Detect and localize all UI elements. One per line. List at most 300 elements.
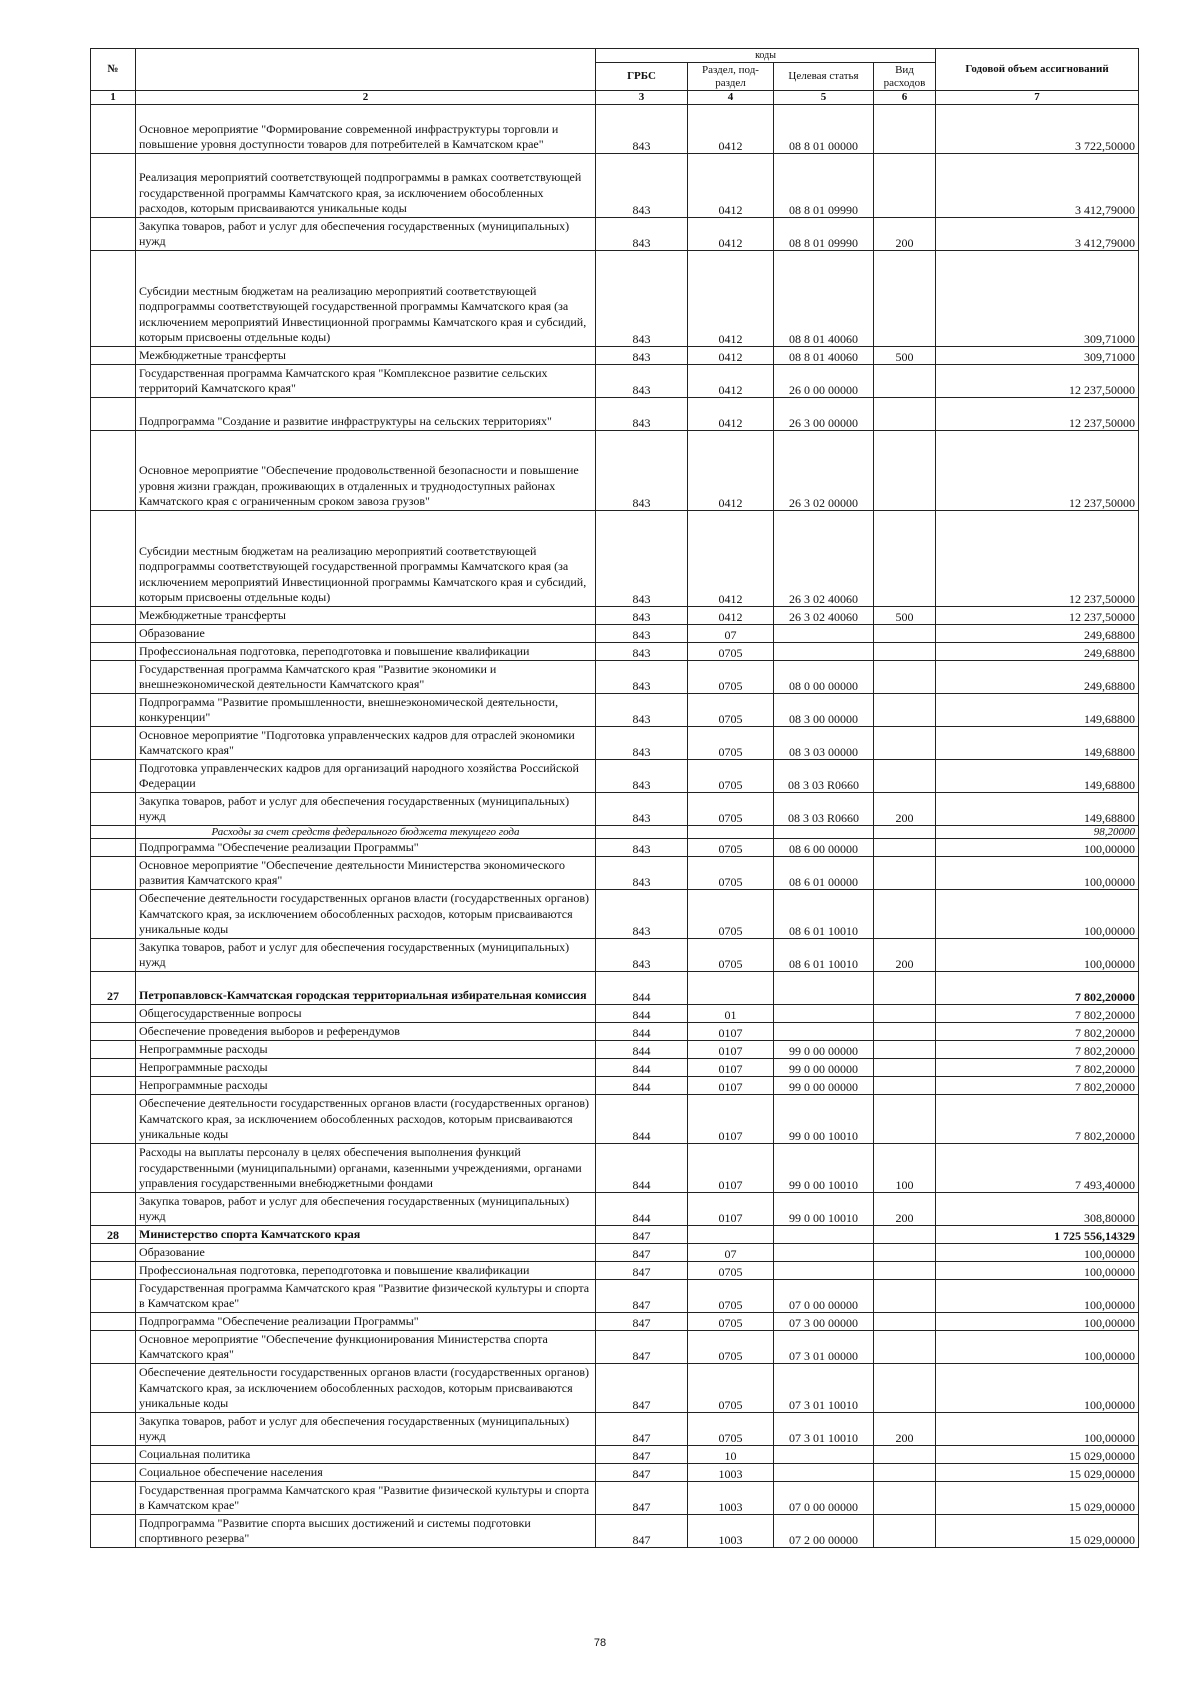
row-section: 0705: [688, 838, 774, 856]
row-section: 0412: [688, 397, 774, 430]
row-name: Непрограммные расходы: [136, 1040, 596, 1058]
row-number: [91, 856, 136, 889]
row-section: 07: [688, 624, 774, 642]
row-expense-type: [874, 1312, 936, 1330]
row-grbs: 843: [596, 856, 688, 889]
row-section: 0412: [688, 153, 774, 217]
row-section: 0107: [688, 1143, 774, 1192]
row-name: Петропавловск-Камчатская городская территориальная избирательная комиссия: [136, 971, 596, 1004]
row-amount: 15 029,00000: [936, 1514, 1139, 1547]
row-target: 08 8 01 09990: [774, 153, 874, 217]
row-number: [91, 1022, 136, 1040]
row-amount: 15 029,00000: [936, 1445, 1139, 1463]
row-section: 0705: [688, 889, 774, 938]
row-target: 08 8 01 40060: [774, 250, 874, 346]
row-expense-type: [874, 1004, 936, 1022]
table-row: [91, 1143, 1139, 1192]
row-expense-type: [874, 1481, 936, 1514]
row-number: [91, 1040, 136, 1058]
row-target: 08 6 01 10010: [774, 938, 874, 971]
row-section: 10: [688, 1445, 774, 1463]
row-number: [91, 838, 136, 856]
row-amount: 7 802,20000: [936, 1004, 1139, 1022]
row-grbs: 847: [596, 1279, 688, 1312]
row-number: [91, 153, 136, 217]
row-amount: 7 802,20000: [936, 1094, 1139, 1143]
row-grbs: 847: [596, 1412, 688, 1445]
row-section: 01: [688, 1004, 774, 1022]
row-target: 26 3 02 00000: [774, 430, 874, 510]
row-expense-type: 500: [874, 346, 936, 364]
row-section: 0107: [688, 1192, 774, 1225]
row-number: [91, 1243, 136, 1261]
row-name: Расходы на выплаты персоналу в целях обеспечения выполнения функций государственными (муниципальными) органами, казенными учреждениями, органами управления государственными внебюджетными фондами: [136, 1143, 596, 1192]
row-expense-type: [874, 838, 936, 856]
row-grbs: 844: [596, 1040, 688, 1058]
row-expense-type: [874, 1363, 936, 1412]
row-name: Расходы за счет средств федерального бюджета текущего года: [136, 825, 596, 838]
row-number: [91, 693, 136, 726]
table-row: [91, 1192, 1139, 1225]
row-number: [91, 364, 136, 397]
table-row: [91, 346, 1139, 364]
row-name: Подготовка управленческих кадров для организаций народного хозяйства Российской Федерации: [136, 759, 596, 792]
row-expense-type: [874, 693, 936, 726]
row-target: 08 8 01 00000: [774, 104, 874, 153]
row-grbs: 843: [596, 889, 688, 938]
row-name: Закупка товаров, работ и услуг для обеспечения государственных (муниципальных) нужд: [136, 217, 596, 250]
row-name: Обеспечение деятельности государственных органов власти (государственных органов) Камчатского края, за исключением обособленных расходов, которым присваиваются уникальные коды: [136, 1094, 596, 1143]
row-target: [774, 1261, 874, 1279]
row-amount: 100,00000: [936, 889, 1139, 938]
colnum-1: 1: [91, 91, 136, 105]
row-number: [91, 104, 136, 153]
row-grbs: 847: [596, 1363, 688, 1412]
row-amount: 7 493,40000: [936, 1143, 1139, 1192]
row-section: 07: [688, 1243, 774, 1261]
row-section: 0107: [688, 1022, 774, 1040]
row-expense-type: [874, 1243, 936, 1261]
row-grbs: 847: [596, 1514, 688, 1547]
header-expense-type: Вид расходов: [874, 63, 936, 91]
row-amount: 249,68800: [936, 624, 1139, 642]
row-section: 0705: [688, 1363, 774, 1412]
row-number: [91, 889, 136, 938]
row-target: 08 6 01 10010: [774, 889, 874, 938]
row-name: Межбюджетные трансферты: [136, 606, 596, 624]
row-grbs: 844: [596, 1058, 688, 1076]
row-grbs: 843: [596, 726, 688, 759]
row-amount: 7 802,20000: [936, 1058, 1139, 1076]
row-name: Государственная программа Камчатского края "Развитие физической культуры и спорта в Камчатском крае": [136, 1481, 596, 1514]
row-number: [91, 1094, 136, 1143]
row-expense-type: [874, 364, 936, 397]
row-target: [774, 624, 874, 642]
table-row: [91, 430, 1139, 510]
row-expense-type: [874, 642, 936, 660]
page-number: 78: [593, 1637, 607, 1649]
row-amount: 3 412,79000: [936, 217, 1139, 250]
row-section: [688, 1225, 774, 1243]
row-name: Основное мероприятие "Обеспечение функционирования Министерства спорта Камчатского края": [136, 1330, 596, 1363]
row-expense-type: 500: [874, 606, 936, 624]
row-amount: 12 237,50000: [936, 430, 1139, 510]
row-target: 08 3 03 R0660: [774, 759, 874, 792]
row-name: Социальное обеспечение населения: [136, 1463, 596, 1481]
row-target: [774, 1225, 874, 1243]
row-number: [91, 1363, 136, 1412]
row-name: Государственная программа Камчатского края "Комплексное развитие сельских территорий Камчатского края": [136, 364, 596, 397]
row-amount: 149,68800: [936, 693, 1139, 726]
row-name: Основное мероприятие "Обеспечение деятельности Министерства экономического развития Камчатского края": [136, 856, 596, 889]
row-target: 07 0 00 00000: [774, 1279, 874, 1312]
table-row: [91, 726, 1139, 759]
row-name: Профессиональная подготовка, переподготовка и повышение квалификации: [136, 1261, 596, 1279]
row-expense-type: 200: [874, 792, 936, 825]
colnum-4: 4: [688, 91, 774, 105]
table-row: [91, 759, 1139, 792]
row-amount: 7 802,20000: [936, 1040, 1139, 1058]
row-expense-type: [874, 1076, 936, 1094]
header-target: Целевая статья: [774, 63, 874, 91]
row-name: Основное мероприятие "Обеспечение продовольственной безопасности и повышение уровня жизни граждан, проживающих в отдаленных и труднодоступных районах Камчатского края с ограниченным сроком завоза грузов": [136, 430, 596, 510]
row-amount: 15 029,00000: [936, 1481, 1139, 1514]
row-section: 0412: [688, 364, 774, 397]
row-amount: 100,00000: [936, 838, 1139, 856]
table-row: [91, 660, 1139, 693]
row-target: 08 3 00 00000: [774, 693, 874, 726]
colnum-5: 5: [774, 91, 874, 105]
row-number: [91, 624, 136, 642]
row-amount: 149,68800: [936, 759, 1139, 792]
row-grbs: 843: [596, 217, 688, 250]
row-number: [91, 606, 136, 624]
row-amount: 12 237,50000: [936, 397, 1139, 430]
row-section: 0412: [688, 104, 774, 153]
row-expense-type: [874, 1022, 936, 1040]
row-section: 0705: [688, 660, 774, 693]
table-row: [91, 250, 1139, 346]
row-amount: 100,00000: [936, 856, 1139, 889]
row-target: [774, 642, 874, 660]
row-number: 27: [91, 971, 136, 1004]
row-grbs: 843: [596, 606, 688, 624]
row-target: 07 3 01 10010: [774, 1412, 874, 1445]
row-number: [91, 792, 136, 825]
row-expense-type: [874, 889, 936, 938]
row-target: 07 3 00 00000: [774, 1312, 874, 1330]
row-section: [688, 825, 774, 838]
table-row: [91, 1363, 1139, 1412]
row-target: 99 0 00 00000: [774, 1076, 874, 1094]
row-section: 0412: [688, 606, 774, 624]
header-amount: Годовой объем ассигнований: [936, 49, 1139, 91]
row-expense-type: [874, 759, 936, 792]
table-row: [91, 217, 1139, 250]
row-expense-type: 200: [874, 217, 936, 250]
row-expense-type: [874, 397, 936, 430]
row-section: 0705: [688, 642, 774, 660]
row-grbs: 847: [596, 1481, 688, 1514]
row-amount: 149,68800: [936, 726, 1139, 759]
row-expense-type: 100: [874, 1143, 936, 1192]
row-expense-type: [874, 1094, 936, 1143]
row-grbs: 843: [596, 759, 688, 792]
row-number: [91, 1481, 136, 1514]
table-row: [91, 364, 1139, 397]
row-number: [91, 1514, 136, 1547]
row-grbs: 844: [596, 1192, 688, 1225]
row-amount: 100,00000: [936, 938, 1139, 971]
row-section: 0705: [688, 759, 774, 792]
row-target: 26 3 00 00000: [774, 397, 874, 430]
row-grbs: 843: [596, 642, 688, 660]
row-target: 08 6 00 00000: [774, 838, 874, 856]
row-grbs: 847: [596, 1463, 688, 1481]
row-name: Субсидии местным бюджетам на реализацию мероприятий соответствующей подпрограммы соответствующей государственной программы Камчатского края (за исключением мероприятий Инвестиционной программы Камчатского края и субсидий, которым присвоены отдельные коды): [136, 510, 596, 606]
table-row: [91, 642, 1139, 660]
row-name: Основное мероприятие "Формирование современной инфраструктуры торговли и повышение уровня доступности товаров для потребителей в Камчатском крае": [136, 104, 596, 153]
row-number: [91, 1143, 136, 1192]
row-target: 99 0 00 00000: [774, 1058, 874, 1076]
row-expense-type: 200: [874, 1192, 936, 1225]
header-section: Раздел, под-раздел: [688, 63, 774, 91]
row-section: 0705: [688, 938, 774, 971]
row-expense-type: [874, 153, 936, 217]
row-number: [91, 397, 136, 430]
row-target: 07 3 01 00000: [774, 1330, 874, 1363]
row-amount: 12 237,50000: [936, 364, 1139, 397]
row-section: 0412: [688, 430, 774, 510]
row-expense-type: [874, 1261, 936, 1279]
row-name: Подпрограмма "Развитие промышленности, внешнеэкономической деятельности, конкуренции": [136, 693, 596, 726]
row-number: [91, 430, 136, 510]
row-number: [91, 759, 136, 792]
row-number: [91, 1192, 136, 1225]
row-grbs: 847: [596, 1225, 688, 1243]
table-row: [91, 938, 1139, 971]
row-name: Закупка товаров, работ и услуг для обеспечения государственных (муниципальных) нужд: [136, 938, 596, 971]
row-section: 0705: [688, 1330, 774, 1363]
row-amount: 100,00000: [936, 1243, 1139, 1261]
row-expense-type: [874, 510, 936, 606]
table-row: [91, 838, 1139, 856]
row-section: 0412: [688, 510, 774, 606]
row-amount: 7 802,20000: [936, 971, 1139, 1004]
table-row: [91, 971, 1139, 1004]
row-grbs: 843: [596, 838, 688, 856]
row-section: 0705: [688, 792, 774, 825]
row-section: 0107: [688, 1094, 774, 1143]
row-target: 99 0 00 10010: [774, 1192, 874, 1225]
row-amount: 100,00000: [936, 1330, 1139, 1363]
row-name: Подпрограмма "Создание и развитие инфраструктуры на сельских территориях": [136, 397, 596, 430]
row-amount: 100,00000: [936, 1312, 1139, 1330]
row-name: Реализация мероприятий соответствующей подпрограммы в рамках соответствующей государственной программы Камчатского края, за исключением обособленных расходов, которым присваиваются уникальные коды: [136, 153, 596, 217]
row-target: 26 3 02 40060: [774, 510, 874, 606]
row-target: 07 0 00 00000: [774, 1481, 874, 1514]
budget-table: [90, 48, 1139, 1548]
row-amount: 3 412,79000: [936, 153, 1139, 217]
row-target: [774, 825, 874, 838]
colnum-2: 2: [136, 91, 596, 105]
row-section: 0705: [688, 1312, 774, 1330]
row-number: [91, 1261, 136, 1279]
row-amount: 249,68800: [936, 642, 1139, 660]
table-row: [91, 624, 1139, 642]
row-grbs: 844: [596, 971, 688, 1004]
table-row: [91, 1412, 1139, 1445]
row-grbs: 844: [596, 1076, 688, 1094]
row-amount: 3 722,50000: [936, 104, 1139, 153]
row-name: Непрограммные расходы: [136, 1058, 596, 1076]
row-name: Обеспечение деятельности государственных органов власти (государственных органов) Камчатского края, за исключением обособленных расходов, которым присваиваются уникальные коды: [136, 1363, 596, 1412]
table-row: [91, 1312, 1139, 1330]
row-grbs: [596, 825, 688, 838]
row-grbs: 844: [596, 1143, 688, 1192]
row-grbs: 847: [596, 1261, 688, 1279]
row-expense-type: [874, 726, 936, 759]
row-section: 1003: [688, 1463, 774, 1481]
colnum-6: 6: [874, 91, 936, 105]
table-row: [91, 1243, 1139, 1261]
row-name: Общегосударственные вопросы: [136, 1004, 596, 1022]
row-target: 26 3 02 40060: [774, 606, 874, 624]
row-grbs: 843: [596, 397, 688, 430]
row-target: [774, 971, 874, 1004]
row-number: [91, 1412, 136, 1445]
header-number: №: [91, 49, 136, 91]
row-amount: 12 237,50000: [936, 510, 1139, 606]
row-name: Социальная политика: [136, 1445, 596, 1463]
row-grbs: 847: [596, 1243, 688, 1261]
row-expense-type: [874, 660, 936, 693]
row-name: Закупка товаров, работ и услуг для обеспечения государственных (муниципальных) нужд: [136, 792, 596, 825]
row-name: Подпрограмма "Развитие спорта высших достижений и системы подготовки спортивного резерва": [136, 1514, 596, 1547]
row-expense-type: [874, 825, 936, 838]
row-target: [774, 1243, 874, 1261]
row-number: [91, 217, 136, 250]
row-grbs: 843: [596, 693, 688, 726]
row-target: 08 6 01 00000: [774, 856, 874, 889]
row-amount: 1 725 556,14329: [936, 1225, 1139, 1243]
row-grbs: 843: [596, 660, 688, 693]
header-name: [136, 49, 596, 91]
row-grbs: 843: [596, 153, 688, 217]
row-target: 07 3 01 10010: [774, 1363, 874, 1412]
table-row: [91, 1261, 1139, 1279]
row-grbs: 843: [596, 346, 688, 364]
row-grbs: 843: [596, 792, 688, 825]
row-expense-type: [874, 250, 936, 346]
row-name: Закупка товаров, работ и услуг для обеспечения государственных (муниципальных) нужд: [136, 1192, 596, 1225]
row-expense-type: [874, 1058, 936, 1076]
row-expense-type: [874, 1463, 936, 1481]
row-number: [91, 250, 136, 346]
row-section: 0705: [688, 693, 774, 726]
row-section: 0412: [688, 250, 774, 346]
row-name: Подпрограмма "Обеспечение реализации Программы": [136, 1312, 596, 1330]
row-expense-type: [874, 430, 936, 510]
row-grbs: 843: [596, 430, 688, 510]
row-grbs: 844: [596, 1022, 688, 1040]
table-row: [91, 856, 1139, 889]
row-expense-type: [874, 1040, 936, 1058]
row-section: 1003: [688, 1481, 774, 1514]
row-number: [91, 1312, 136, 1330]
row-name: Профессиональная подготовка, переподготовка и повышение квалификации: [136, 642, 596, 660]
table-row: [91, 1040, 1139, 1058]
table-row: [91, 153, 1139, 217]
row-grbs: 843: [596, 624, 688, 642]
row-grbs: 847: [596, 1330, 688, 1363]
table-header: [91, 49, 1139, 105]
row-section: 0705: [688, 856, 774, 889]
row-name: Обеспечение проведения выборов и референдумов: [136, 1022, 596, 1040]
row-expense-type: [874, 1279, 936, 1312]
row-expense-type: [874, 856, 936, 889]
row-amount: 7 802,20000: [936, 1076, 1139, 1094]
row-amount: 100,00000: [936, 1261, 1139, 1279]
row-name: Межбюджетные трансферты: [136, 346, 596, 364]
row-section: 0705: [688, 726, 774, 759]
row-amount: 12 237,50000: [936, 606, 1139, 624]
row-target: 26 0 00 00000: [774, 364, 874, 397]
row-name: Образование: [136, 624, 596, 642]
table-row: [91, 1094, 1139, 1143]
row-expense-type: [874, 624, 936, 642]
row-number: [91, 1004, 136, 1022]
row-amount: 149,68800: [936, 792, 1139, 825]
row-section: 0107: [688, 1040, 774, 1058]
row-number: [91, 938, 136, 971]
row-name: Государственная программа Камчатского края "Развитие физической культуры и спорта в Камчатском крае": [136, 1279, 596, 1312]
row-target: 99 0 00 10010: [774, 1094, 874, 1143]
row-number: [91, 1445, 136, 1463]
row-grbs: 843: [596, 250, 688, 346]
table-row: [91, 1076, 1139, 1094]
row-amount: 100,00000: [936, 1363, 1139, 1412]
row-number: [91, 346, 136, 364]
table-row: [91, 104, 1139, 153]
colnum-3: 3: [596, 91, 688, 105]
row-expense-type: [874, 971, 936, 1004]
table-row: [91, 1279, 1139, 1312]
row-number: [91, 1279, 136, 1312]
row-target: 08 3 03 00000: [774, 726, 874, 759]
row-expense-type: 200: [874, 1412, 936, 1445]
row-target: 99 0 00 00000: [774, 1040, 874, 1058]
row-number: [91, 1463, 136, 1481]
row-number: [91, 726, 136, 759]
table-body: [91, 104, 1139, 1547]
row-section: 0107: [688, 1058, 774, 1076]
row-section: 0705: [688, 1279, 774, 1312]
header-grbs: ГРБС: [596, 63, 688, 91]
row-expense-type: [874, 1225, 936, 1243]
row-section: 0107: [688, 1076, 774, 1094]
row-target: 08 0 00 00000: [774, 660, 874, 693]
table-row: [91, 1225, 1139, 1243]
row-name: Государственная программа Камчатского края "Развитие экономики и внешнеэкономической деятельности Камчатского края": [136, 660, 596, 693]
row-section: [688, 971, 774, 1004]
row-name: Министерство спорта Камчатского края: [136, 1225, 596, 1243]
row-expense-type: [874, 1445, 936, 1463]
row-grbs: 847: [596, 1312, 688, 1330]
row-grbs: 844: [596, 1094, 688, 1143]
row-grbs: 843: [596, 104, 688, 153]
row-section: 0412: [688, 346, 774, 364]
